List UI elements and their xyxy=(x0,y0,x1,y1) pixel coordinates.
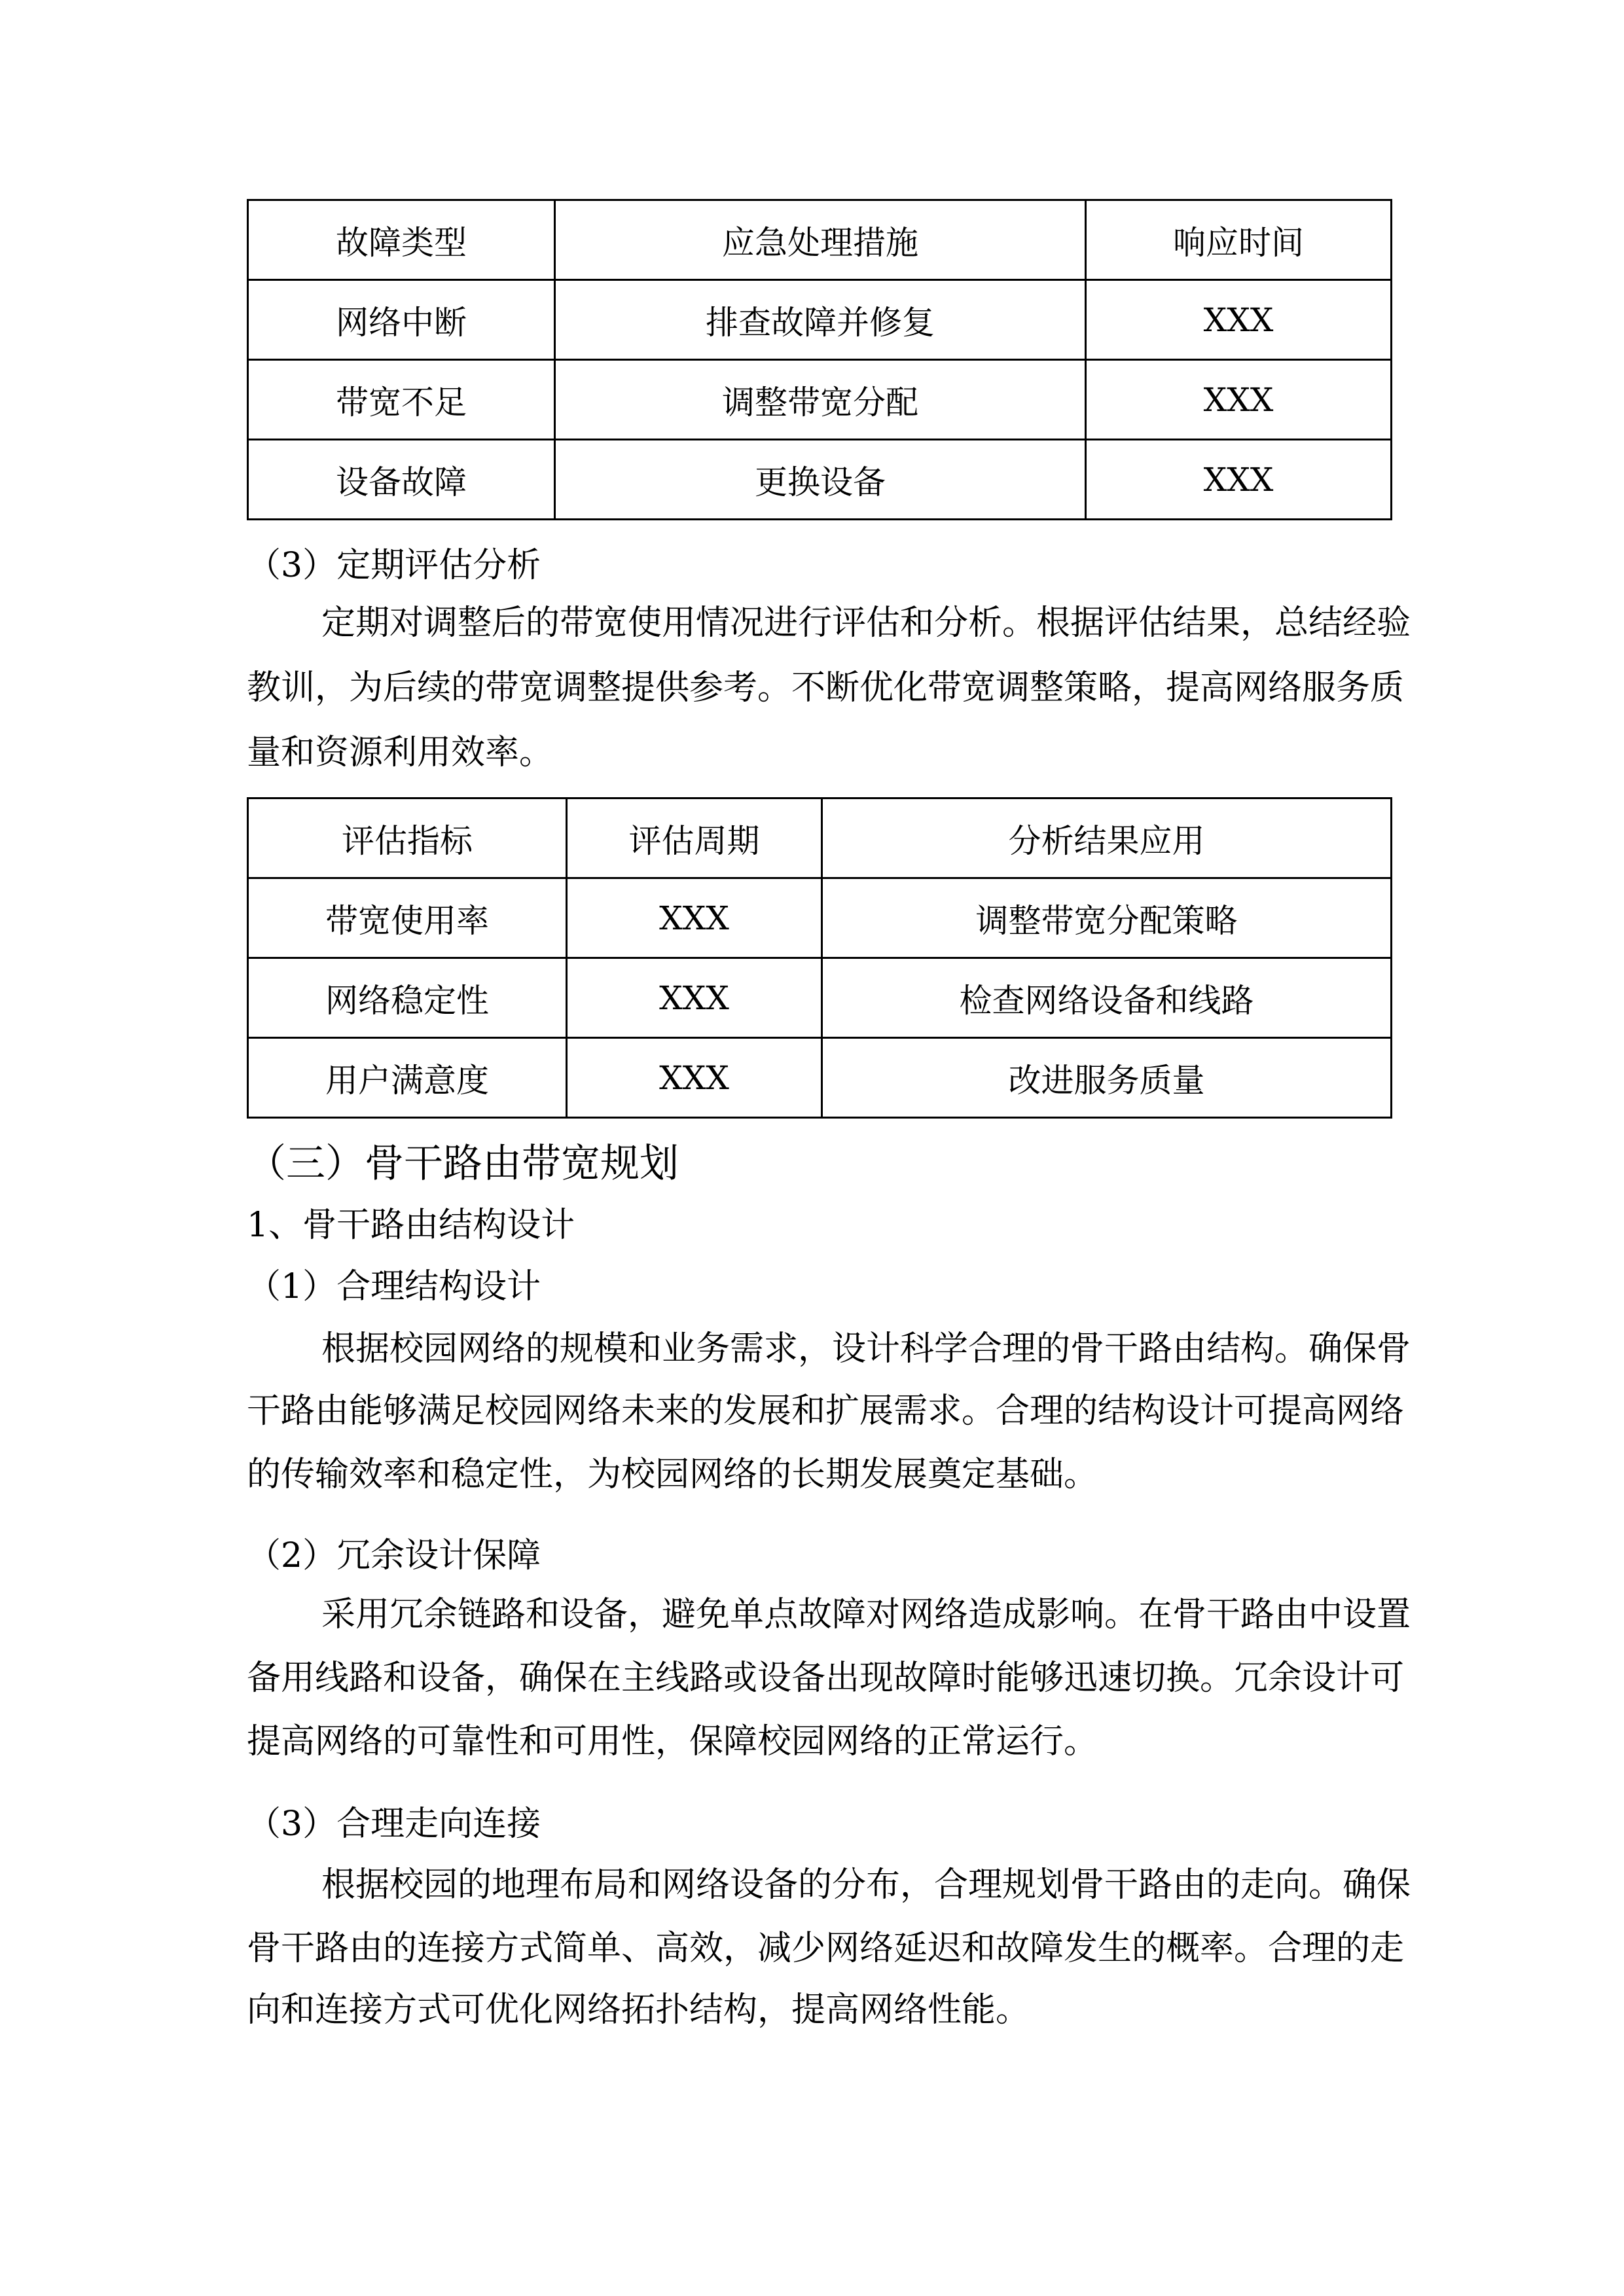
table-row xyxy=(248,280,1392,360)
paragraph-line: 定期对调整后的带宽使用情况进行评估和分析。根据评估结果，总结经验 xyxy=(321,603,1411,643)
table-cell: 带宽使用率 xyxy=(248,878,567,958)
table-header-row xyxy=(248,200,1392,280)
subsection-title: （3）合理走向连接 xyxy=(247,1804,541,1844)
table-cell: XXX xyxy=(1086,440,1392,520)
paragraph-line: 骨干路由的连接方式简单、高效，减少网络延迟和故障发生的概率。合理的走 xyxy=(247,1929,1405,1968)
paragraph-line: 教训，为后续的带宽调整提供参考。不断优化带宽调整策略，提高网络服务质 xyxy=(247,668,1405,708)
paragraph-line: 向和连接方式可优化网络拓扑结构，提高网络性能。 xyxy=(247,1990,1030,2030)
subsection-title: （1）合理结构设计 xyxy=(247,1267,541,1306)
paragraph-line: 提高网络的可靠性和可用性，保障校园网络的正常运行。 xyxy=(247,1722,1098,1761)
table-cell: 设备故障 xyxy=(248,440,555,520)
table-header-row xyxy=(248,798,1392,878)
paragraph-line: 量和资源利用效率。 xyxy=(247,733,554,772)
table-cell: 网络中断 xyxy=(248,280,555,360)
table-header-cell: 故障类型 xyxy=(248,200,555,280)
table-cell: 调整带宽分配 xyxy=(555,360,1086,440)
subsection-heading: 1、骨干路由结构设计 xyxy=(247,1206,575,1245)
table-cell: 调整带宽分配策略 xyxy=(822,878,1392,958)
paragraph-line: 备用线路和设备，确保在主线路或设备出现故障时能够迅速切换。冗余设计可 xyxy=(247,1659,1405,1698)
table-row xyxy=(248,958,1392,1038)
table-header-cell: 评估周期 xyxy=(567,798,822,878)
paragraph-line: 根据校园网络的规模和业务需求，设计科学合理的骨干路由结构。确保骨 xyxy=(321,1329,1411,1369)
table-header-cell: 响应时间 xyxy=(1086,200,1392,280)
subsection-title: （2）冗余设计保障 xyxy=(247,1536,541,1575)
table-cell: 更换设备 xyxy=(555,440,1086,520)
table-cell: XXX xyxy=(1086,280,1392,360)
table-row xyxy=(248,440,1392,520)
paragraph-line: 干路由能够满足校园网络未来的发展和扩展需求。合理的结构设计可提高网络 xyxy=(247,1391,1405,1431)
table-cell: 改进服务质量 xyxy=(822,1038,1392,1118)
paragraph-line: 根据校园的地理布局和网络设备的分布，合理规划骨干路由的走向。确保 xyxy=(321,1865,1411,1905)
table-cell: XXX xyxy=(1086,360,1392,440)
table-cell: 带宽不足 xyxy=(248,360,555,440)
table-cell: 检查网络设备和线路 xyxy=(822,958,1392,1038)
table-header-cell: 应急处理措施 xyxy=(555,200,1086,280)
paragraph-line: 的传输效率和稳定性，为校园网络的长期发展奠定基础。 xyxy=(247,1455,1098,1494)
table-row xyxy=(248,1038,1392,1118)
evaluation-table xyxy=(247,797,1392,1119)
table-cell: 网络稳定性 xyxy=(248,958,567,1038)
paragraph-line: 采用冗余链路和设备，避免单点故障对网络造成影响。在骨干路由中设置 xyxy=(321,1595,1411,1634)
table-cell: XXX xyxy=(567,1038,822,1118)
table-cell: XXX xyxy=(567,878,822,958)
table-cell: 用户满意度 xyxy=(248,1038,567,1118)
table-row xyxy=(248,878,1392,958)
section-heading: （三）骨干路由带宽规划 xyxy=(247,1141,679,1187)
emergency-response-table xyxy=(247,199,1392,520)
table-cell: 排查故障并修复 xyxy=(555,280,1086,360)
section-title: （3）定期评估分析 xyxy=(247,546,541,585)
table-cell: XXX xyxy=(567,958,822,1038)
table-header-cell: 评估指标 xyxy=(248,798,567,878)
table-row xyxy=(248,360,1392,440)
table-header-cell: 分析结果应用 xyxy=(822,798,1392,878)
